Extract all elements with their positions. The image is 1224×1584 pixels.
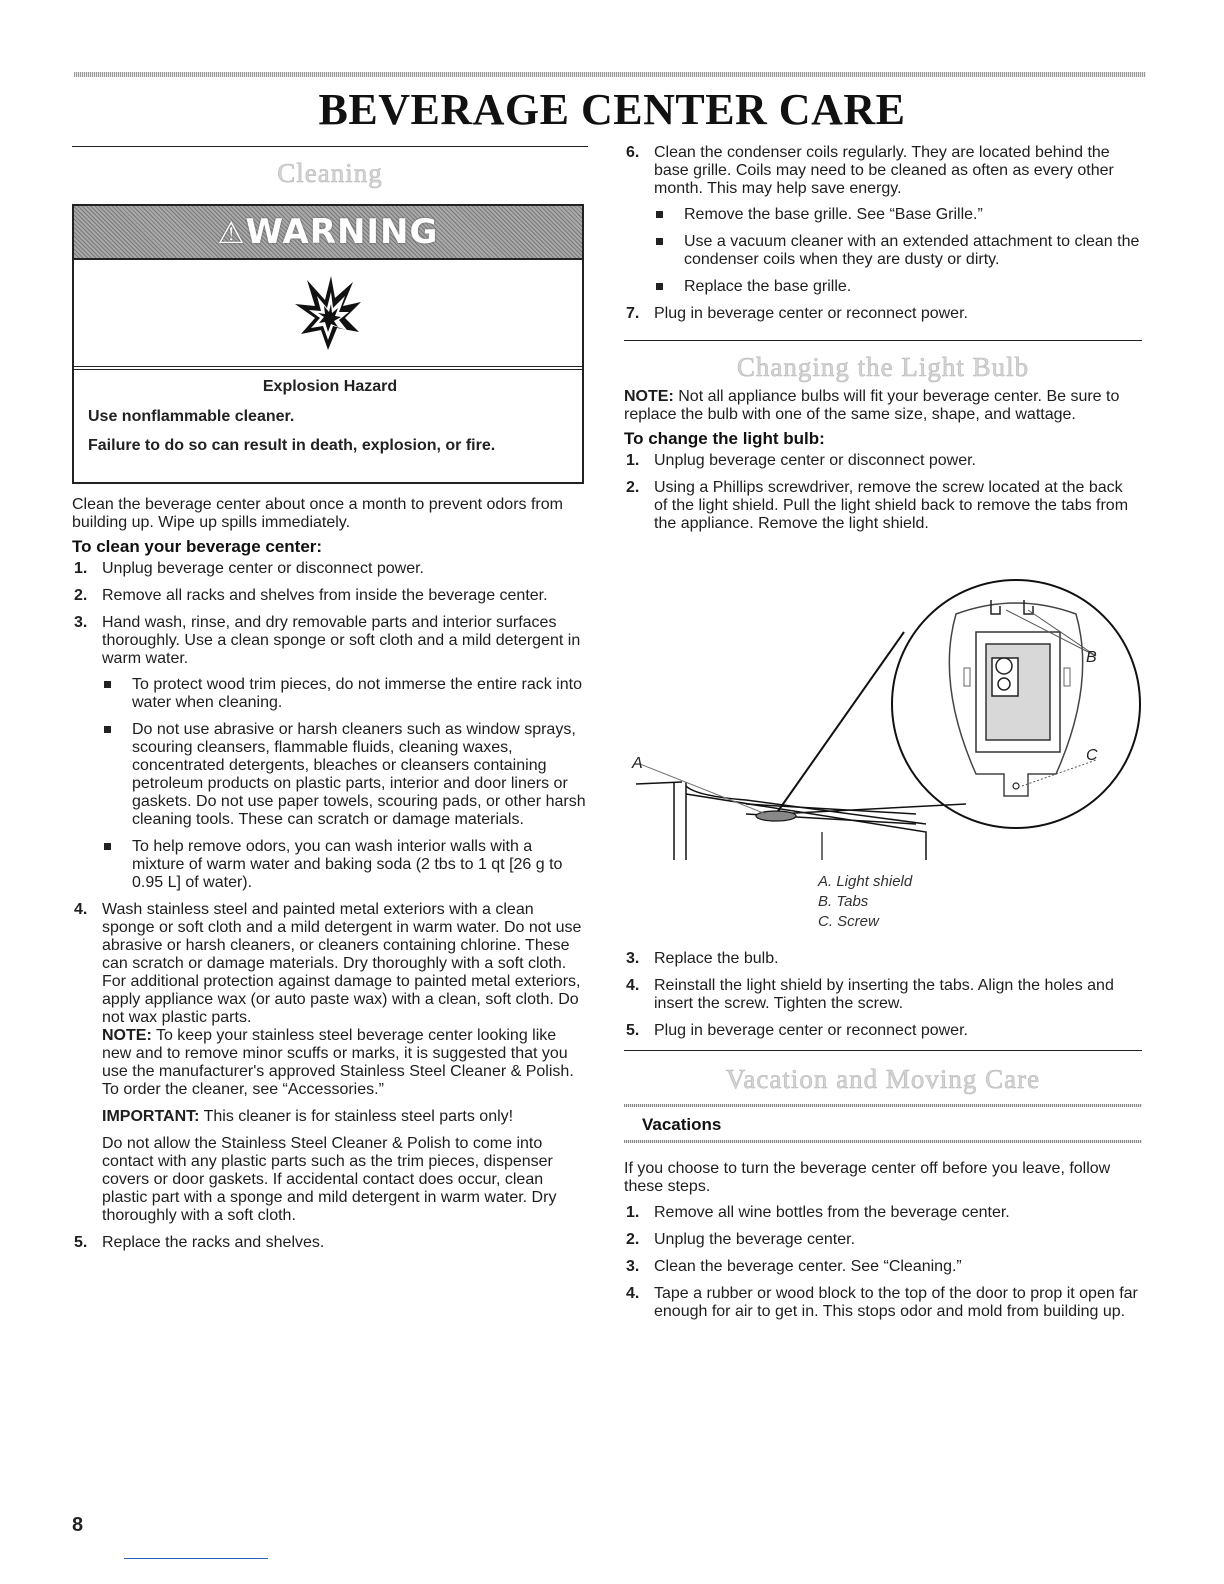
light-shield-diagram xyxy=(626,574,1146,874)
list-item: 4. Wash stainless steel and painted metal exteriors with a clean sponge or soft cloth and a mild detergent in warm water. Do not use abrasive or harsh cleaners, or cleaners containing chlorine. These can scratch or damage materials. Dry thoroughly with a soft cloth. For additional protection against damage to painted metal exteriors, apply appliance wax (or auto paste wax) with a clean, soft cloth. Do not wax plastic parts. NOTE: To keep your stainless steel beverage center looking like new and to remove minor scuffs or marks, it is suggested that you use the manufacturer's approved Stainless Steel Cleaner & Polish. To order the cleaner, see “Accessories.” IMPORTANT: This cleaner is for stainless steel parts only! Do not allow the Stainless Steel Cleaner & Polish to come into contact with any plastic parts such as the trim pieces, dispenser covers or door gaskets. If accidental contact does occur, clean plastic part with a sponge and mild detergent in warm water. Dry thoroughly with a soft cloth. xyxy=(72,901,588,1225)
cleaning-subhead: To clean your beverage center: xyxy=(72,537,323,556)
list-item: 4. Reinstall the light shield by inserting the tabs. Align the holes and insert the screw. Tighten the screw. xyxy=(626,977,1114,1012)
vacation-steps xyxy=(624,1204,1140,1321)
footer-rule xyxy=(124,1558,268,1559)
warning-box xyxy=(72,204,584,484)
light-bulb-steps-after-block xyxy=(624,950,1140,1049)
list-item: Do not use abrasive or harsh cleaners such as window sprays, scouring cleansers, flammable fluids, cleaning waxes, concentrated detergents, bleaches or cleansers containing petroleum products on plastic parts, interior and door liners or gaskets. Do not use paper towels, scouring pads, or other harsh cleaning tools. These can scratch or damage materials. xyxy=(102,721,588,829)
list-item: 1. Remove all wine bottles from the beverage center. xyxy=(626,1204,1010,1221)
vacation-intro: If you choose to turn the beverage center off before you leave, follow these steps. xyxy=(624,1160,1111,1195)
warning-triangle-icon: ⚠ xyxy=(217,216,246,251)
vacation-dotted-rule-2 xyxy=(624,1140,1142,1143)
figure-caption xyxy=(818,872,912,932)
list-item: 3. Replace the bulb. xyxy=(626,950,779,967)
cleaning-intro: Clean the beverage center about once a month to prevent odors from building up. Wipe up spills immediately. xyxy=(72,496,563,531)
cleaning-text-block xyxy=(72,496,588,1261)
light-bulb-steps-before xyxy=(624,452,1140,533)
caption-screw: C. Screw xyxy=(818,913,879,930)
figure-label-c: C xyxy=(1086,747,1098,764)
list-item: 4. Tape a rubber or wood block to the top of the door to prop it open far enough for air to get in. This stops odor and mold from building up. xyxy=(626,1285,1138,1320)
list-item: 3. Clean the beverage center. See “Cleaning.” xyxy=(626,1258,962,1275)
cleaning-contact-warning: Do not allow the Stainless Steel Cleaner & Polish to come into contact with any plastic parts such as the trim pieces, dispenser covers or door gaskets. If accidental contact does occur, clean plastic part with a sponge and mild detergent in warm water. Dry thoroughly with a soft cloth. xyxy=(102,1135,557,1224)
vacation-text-block xyxy=(624,1160,1140,1330)
warning-symbol-area xyxy=(74,260,582,370)
list-item: Remove the base grille. See “Base Grille.” xyxy=(654,206,1140,224)
section-rule xyxy=(624,1050,1142,1051)
list-item: 3. Hand wash, rinse, and dry removable parts and interior surfaces thoroughly. Use a clean sponge or soft cloth and a mild detergent in warm water. To protect wood trim pieces, do not immerse the entire rack into water when cleaning. Do not use abrasive or harsh cleaners such as window sprays, scouring cleansers, flammable fluids, cleaning waxes, concentrated detergents, bleaches or cleansers containing petroleum products on plastic parts, interior and door liners or gaskets. Do not use paper towels, scouring pads, or other harsh cleaning tools. These can scratch or damage materials. To help remove odors, you can wash interior walls with a mixture of warm water and baking soda (2 tbs to 1 qt [26 g to 0.95 L] of water). xyxy=(72,614,588,892)
vacations-subhead: Vacations xyxy=(642,1115,722,1134)
top-dotted-rule xyxy=(74,72,1146,77)
warning-line-2: Failure to do so can result in death, explosion, or fire. xyxy=(88,437,496,454)
vacation-dotted-rule xyxy=(624,1104,1142,1107)
list-item: 7. Plug in beverage center or reconnect power. xyxy=(626,305,968,322)
list-item: Use a vacuum cleaner with an extended attachment to clean the condenser coils when they are dusty or dirty. xyxy=(654,233,1140,269)
condenser-steps xyxy=(624,144,1140,323)
light-bulb-steps-after xyxy=(624,950,1140,1040)
list-item: 2. Using a Phillips screwdriver, remove the screw located at the back of the light shield. Pull the light shield back to remove the tabs from the appliance. Remove the light shield. xyxy=(626,479,1129,532)
figure-label-b: B xyxy=(1086,649,1097,666)
cleaning-important: IMPORTANT: This cleaner is for stainless steel parts only! xyxy=(102,1108,514,1125)
section-rule xyxy=(72,146,588,147)
list-item: 2. Remove all racks and shelves from inside the beverage center. xyxy=(74,587,548,604)
list-item: 5. Plug in beverage center or reconnect power. xyxy=(626,1022,968,1039)
condenser-text-block xyxy=(624,144,1140,332)
figure-label-a: A xyxy=(632,755,643,772)
explosion-icon xyxy=(293,274,363,352)
warning-title: ⚠WARNING xyxy=(217,212,439,252)
cleaning-heading: Cleaning xyxy=(277,158,383,188)
list-item: To protect wood trim pieces, do not immerse the entire rack into water when cleaning. xyxy=(102,676,588,712)
warning-hazard: Explosion Hazard xyxy=(262,378,398,395)
caption-light-shield: A. Light shield xyxy=(818,873,913,890)
cleaning-steps xyxy=(72,560,588,1252)
light-bulb-text-block xyxy=(624,388,1140,542)
light-bulb-subhead: To change the light bulb: xyxy=(624,429,825,448)
list-item: 6. Clean the condenser coils regularly. They are located behind the base grille. Coils may need to be cleaned as often as every other month. This may help save energy. Remove the base grille. See “Base Grille.” Use a vacuum cleaner with an extended attachment to clean the condenser coils when they are dusty or dirty. Replace the base grille. xyxy=(626,144,1140,295)
list-item: 1. Unplug beverage center or disconnect power. xyxy=(74,560,424,577)
caption-tabs: B. Tabs xyxy=(818,893,869,910)
cleaning-note: NOTE: To keep your stainless steel beverage center looking like new and to remove minor scuffs or marks, it is suggested that you use the manufacturer's approved Stainless Steel Cleaner & Polish. To order the cleaner, see “Accessories.” xyxy=(102,1027,574,1098)
page-number: 8 xyxy=(72,1514,84,1536)
light-bulb-heading: Changing the Light Bulb xyxy=(736,352,1030,382)
page-title: BEVERAGE CENTER CARE xyxy=(318,85,906,134)
warning-header xyxy=(74,206,582,260)
list-item: 1. Unplug beverage center or disconnect power. xyxy=(626,452,976,469)
cleaning-bullets xyxy=(102,676,588,892)
list-item: To help remove odors, you can wash interior walls with a mixture of warm water and baking soda (2 tbs to 1 qt [26 g to 0.95 L] of water). xyxy=(102,838,588,892)
list-item: Replace the base grille. xyxy=(654,278,1140,296)
light-bulb-note: NOTE: Not all appliance bulbs will fit your beverage center. Be sure to replace the bulb with one of the same size, shape, and wattage. xyxy=(624,388,1120,423)
list-item: 5. Replace the racks and shelves. xyxy=(74,1234,325,1251)
section-rule xyxy=(624,340,1142,341)
condenser-bullets xyxy=(654,206,1140,296)
vacation-heading: Vacation and Moving Care xyxy=(725,1064,1041,1094)
warning-line-1: Use nonflammable cleaner. xyxy=(88,408,295,425)
list-item: 2. Unplug the beverage center. xyxy=(626,1231,856,1248)
